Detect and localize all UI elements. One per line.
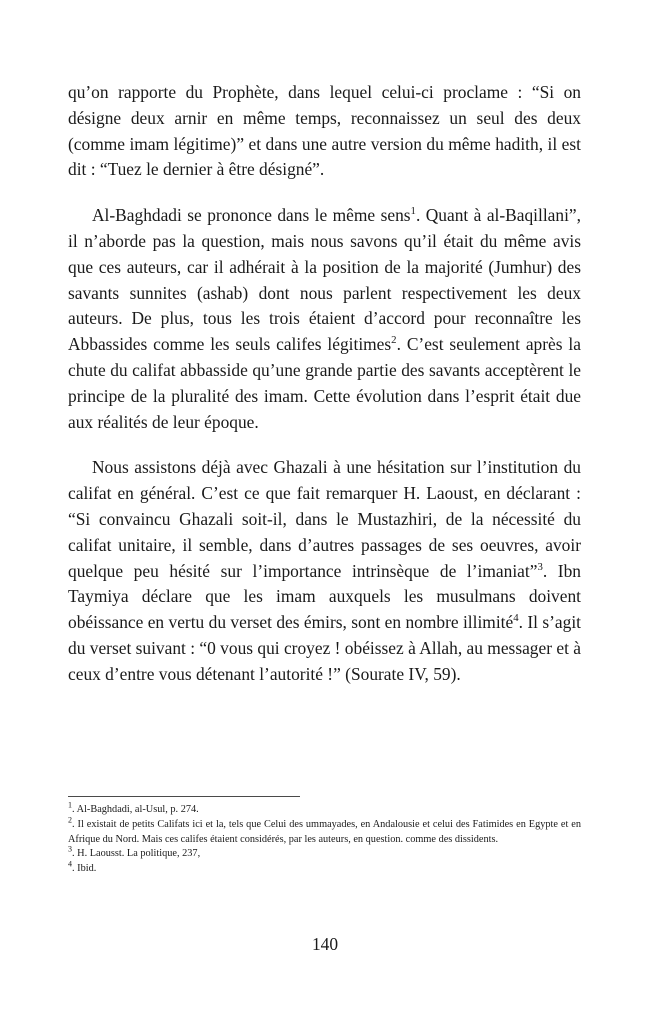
paragraph-text: Al-Baghdadi se prononce dans le même sens — [92, 205, 411, 226]
body-text-block — [68, 80, 581, 688]
footnotes-section — [68, 796, 581, 877]
footnote-marker-2[interactable]: 2 — [68, 815, 73, 825]
footnote-reference-4[interactable]: 4 — [513, 612, 519, 625]
footnote-item — [68, 859, 581, 877]
paragraph-par-hadith-designation — [68, 80, 581, 183]
footnote-text: . Al-Baghdadi, al-Usul, p. 274. — [72, 804, 199, 815]
paragraph-text: . Quant à al-Baqillani”, il n’aborde pas la question, mais nous savons qu’il était du même avis que ces auteurs, car il adhérait à la position de la majorité (Jumhur) des savants sunnites (ashab) dont nous parlent respectivement les deux auteurs. De plus, tous les trois étaient d’accord pour reconnaître les Abbassides comme les seuls califes légitimes — [68, 205, 581, 355]
footnote-item — [68, 815, 581, 848]
paragraph-text: . Ibn Taymiya déclare que les imam auxquels les musulmans doivent obéissance en vertu du verset des émirs, sont en nombre illimité — [68, 560, 581, 633]
paragraph-text: qu’on rapporte du Prophète, dans lequel celui-ci proclame : “Si on désigne deux arnir en même temps, reconnaissez un seul des deux (comme imam légitime)” et dans une autre version du même hadith, il est dit : “Tuez le dernier à être désigné”. — [68, 82, 581, 180]
footnote-marker-3[interactable]: 3 — [68, 844, 73, 854]
footnote-item — [68, 800, 581, 818]
footnote-separator-rule — [68, 796, 300, 797]
paragraph-par-ghazali-taymiya — [68, 455, 581, 687]
page-number: 140 — [311, 934, 339, 954]
footnote-text: . Ibid. — [72, 863, 97, 875]
footnote-text: . H. Laousst. La politique, 237, — [72, 848, 201, 860]
footnote-marker-4[interactable]: 4 — [68, 859, 73, 869]
footnote-reference-2[interactable]: 2 — [391, 334, 397, 347]
footnote-marker-1[interactable]: 1 — [68, 800, 73, 810]
footnote-reference-1[interactable]: 1 — [410, 205, 416, 218]
footnote-item — [68, 844, 581, 862]
paragraph-par-baghdadi-baqillani — [68, 203, 581, 435]
footnote-reference-3[interactable]: 3 — [537, 560, 543, 573]
paragraph-text: Nous assistons déjà avec Ghazali à une hésitation sur l’institution du califat en général. C’est ce que fait remarquer H. Laoust, en déclarant : “Si convaincu Ghazali soit-il, dans le Mustazhiri, de la nécessité du califat unitaire, il semble, dans d’autres passages de ses oeuvres, avoir quelque peu hésité sur l’importance intrinsèque de l’imaniat” — [68, 457, 581, 581]
footnote-text: . Il existait de petits Califats ici et la, tels que Celui des ummayades, en Andalousie et celui des Fatimides en Egypte et en Afrique du Nord. Mais ces califes étaient considérés, par les auteurs, en question. comme des dissidents. — [68, 818, 581, 845]
paragraph-text: . Il s’agit du verset suivant : “0 vous qui croyez ! obéissez à Allah, au messager et à ceux d’entre vous détenant l’autorité !” (Sourate IV, 59). — [68, 612, 581, 684]
footnote-list — [68, 800, 581, 877]
paragraph-text: . C’est seulement après la chute du califat abbasside qu’une grande partie des savants acceptèrent le principe de la pluralité des imam. Cette évolution dans l’esprit était due aux réalités de leur époque. — [68, 334, 581, 432]
